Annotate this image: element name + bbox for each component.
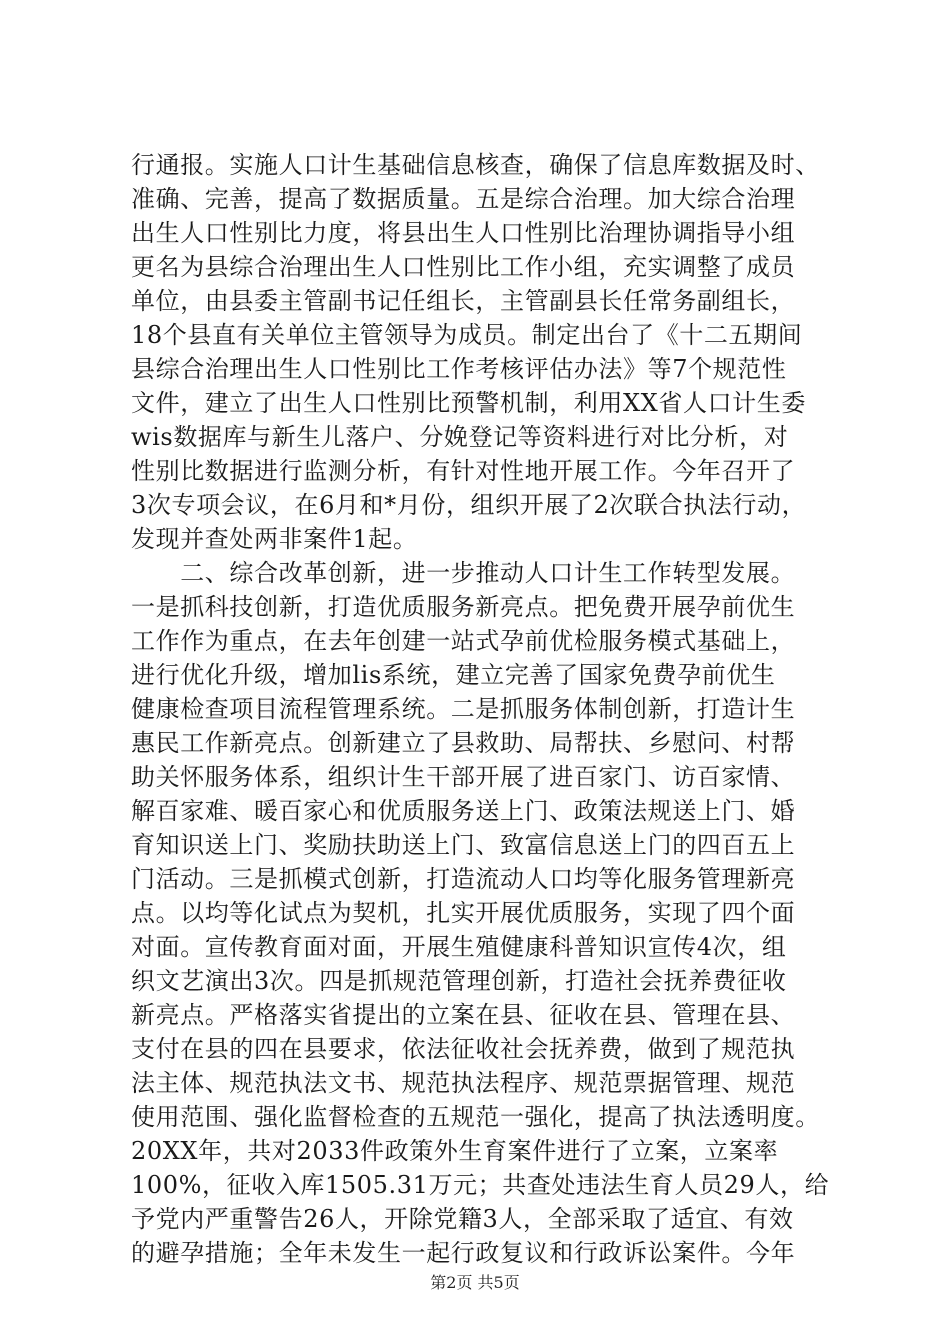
text-line: 准确、完善，提高了数据质量。五是综合治理。加大综合治理 [131,185,796,213]
text-line: 3次专项会议，在6月和*月份，组织开展了2次联合执法行动， [131,491,807,519]
text-line: 更名为县综合治理出生人口性别比工作小组，充实调整了成员 [131,253,796,281]
text-line: 解百家难、暖百家心和优质服务送上门、政策法规送上门、婚 [131,797,796,825]
text-line: 新亮点。严格落实省提出的立案在县、征收在县、管理在县、 [131,1001,796,1029]
text-line: 门活动。三是抓模式创新，打造流动人口均等化服务管理新亮 [131,865,796,893]
text-line: 单位，由县委主管副书记任组长，主管副县长任常务副组长， [131,287,796,315]
text-line: wis数据库与新生儿落户、分娩登记等资料进行对比分析，对 [131,423,789,451]
text-line: 性别比数据进行监测分析，有针对性地开展工作。今年召开了 [131,457,796,485]
text-line: 对面。宣传教育面对面，开展生殖健康科普知识宣传4次，组 [131,933,787,961]
text-line: 助关怀服务体系，组织计生干部开展了进百家门、访百家情、 [131,763,796,791]
text-line: 的避孕措施；全年未发生一起行政复议和行政诉讼案件。今年 [131,1239,796,1267]
text-line: 发现并查处两非案件1起。 [131,525,418,553]
text-line: 100%，征收入库1505.31万元；共查处违法生育人员29人，给 [131,1171,830,1199]
text-line: 织文艺演出3次。四是抓规范管理创新，打造社会抚养费征收 [131,967,787,995]
body-text [131,148,851,1270]
text-line: 育知识送上门、奖励扶助送上门、致富信息送上门的四百五上 [131,831,796,859]
text-line: 支付在县的四在县要求，依法征收社会抚养费，做到了规范执 [131,1035,796,1063]
text-line: 20XX年，共对2033件政策外生育案件进行了立案，立案率 [131,1137,779,1165]
text-line: 二、综合改革创新，进一步推动人口计生工作转型发展。 [131,559,796,587]
text-line: 法主体、规范执法文书、规范执法程序、规范票据管理、规范 [131,1069,796,1097]
text-line: 行通报。实施人口计生基础信息核查，确保了信息库数据及时、 [131,151,820,179]
text-line: 文件，建立了出生人口性别比预警机制，利用XX省人口计生委 [131,389,806,417]
text-line: 18个县直有关单位主管领导为成员。制定出台了《十二五期间 [131,321,803,349]
text-line: 工作作为重点，在去年创建一站式孕前优检服务模式基础上， [131,627,796,655]
text-line: 进行优化升级，增加lis系统，建立完善了国家免费孕前优生 [131,661,776,689]
text-line: 健康检查项目流程管理系统。二是抓服务体制创新，打造计生 [131,695,796,723]
text-line: 惠民工作新亮点。创新建立了县救助、局帮扶、乡慰问、村帮 [131,729,796,757]
text-line: 县综合治理出生人口性别比工作考核评估办法》等7个规范性 [131,355,787,383]
page-footer: 第2页 共5页 [430,1273,520,1292]
text-line: 点。以均等化试点为契机，扎实开展优质服务，实现了四个面 [131,899,796,927]
text-line: 出生人口性别比力度，将县出生人口性别比治理协调指导小组 [131,219,796,247]
text-line: 一是抓科技创新，打造优质服务新亮点。把免费开展孕前优生 [131,593,796,621]
text-line: 予党内严重警告26人，开除党籍3人，全部采取了适宜、有效 [131,1205,794,1233]
text-line: 使用范围、强化监督检查的五规范一强化，提高了执法透明度。 [131,1103,820,1131]
